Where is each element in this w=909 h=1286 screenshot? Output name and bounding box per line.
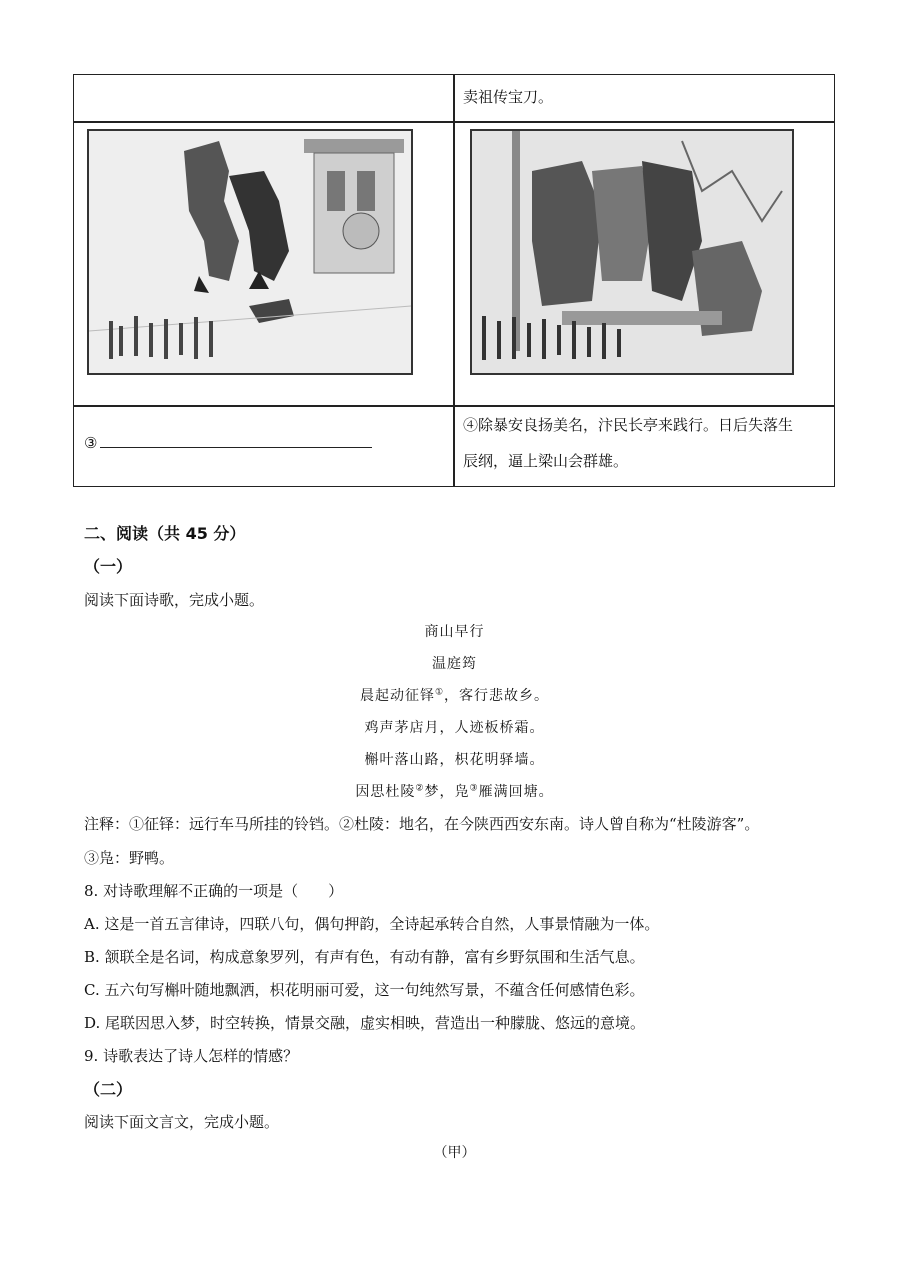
part-two-label: （二）: [84, 1080, 133, 1099]
table-cell-row3-right-line1: ④除暴安良扬美名，汴民长亭来践行。日后失落生: [463, 416, 794, 434]
question-8-option-d: D. 尾联因思入梦，时空转换，情景交融，虚实相映，营造出一种朦胧、悠远的意境。: [84, 1014, 646, 1032]
table-cell-row1-right: 卖祖传宝刀。: [463, 88, 554, 106]
poem-line-4-part-a: 因思杜陵: [355, 784, 416, 800]
poem-line-1-part-a: 晨起动征铎: [359, 688, 435, 704]
question-8-option-b: B. 颔联全是名词，构成意象罗列，有声有色，有动有静，富有乡野氛围和生活气息。: [84, 948, 645, 966]
illustration-left-drawing: [89, 131, 411, 373]
footnote-marker-2: ②: [415, 783, 425, 794]
poem-line-3: 槲叶落山路，枳花明驿墙。: [364, 752, 545, 768]
question-9: 9. 诗歌表达了诗人怎样的情感？: [84, 1047, 299, 1065]
poem-line-1: [0, 685, 909, 705]
footnote-marker-1: ①: [434, 687, 445, 698]
poem-notes-line-2: ③凫：野鸭。: [84, 849, 175, 867]
table-cell-row3-right-line2: 辰纲，逼上梁山会群雄。: [463, 452, 629, 470]
table-cell-row3-left-marker: ③: [84, 434, 98, 452]
poem-author: 温庭筠: [432, 656, 477, 672]
text-jia-label: （甲）: [433, 1145, 476, 1161]
poem-title: 商山早行: [424, 624, 485, 640]
illustration-left: [87, 129, 413, 375]
table-divider-row1: [74, 121, 834, 123]
poem-instruction: 阅读下面诗歌，完成小题。: [84, 591, 265, 609]
poem-line-4: [0, 781, 909, 801]
question-8-option-a: A. 这是一首五言律诗，四联八句，偶句押韵，全诗起承转合自然，人事景情融为一体。: [84, 915, 660, 933]
answer-blank-line[interactable]: [100, 447, 372, 448]
poem-line-4-part-c: 雁满回塘。: [478, 784, 554, 800]
poem-line-1-part-b: ，客行悲故乡。: [444, 688, 550, 704]
section-heading: 二、阅读（共 45 分）: [84, 524, 246, 543]
illustration-right: [470, 129, 794, 375]
poem-line-4-part-b: 梦，凫: [424, 784, 470, 800]
question-8-option-c: C. 五六句写槲叶随地飘洒，枳花明丽可爱，这一句纯然写景，不蕴含任何感情色彩。: [84, 981, 645, 999]
answer-table: [73, 74, 835, 487]
classical-text-instruction: 阅读下面文言文，完成小题。: [84, 1113, 280, 1131]
poem-notes-line-1: 注释：①征铎：远行车马所挂的铃铛。②杜陵：地名，在今陕西西安东南。诗人曾自称为“杜陵游客”。: [84, 815, 760, 833]
poem-line-2: 鸡声茅店月，人迹板桥霜。: [364, 720, 545, 736]
question-8: 8. 对诗歌理解不正确的一项是（ ）: [84, 882, 344, 900]
footnote-marker-3: ③: [469, 783, 479, 794]
illustration-right-drawing: [472, 131, 792, 373]
table-divider-vertical: [453, 75, 455, 486]
part-one-label: （一）: [84, 557, 133, 576]
